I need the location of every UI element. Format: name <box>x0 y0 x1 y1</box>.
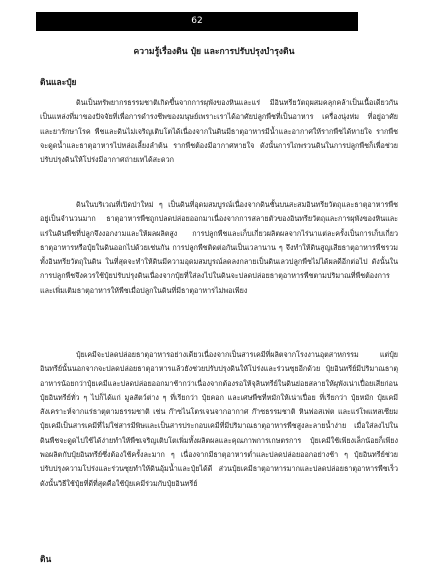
paragraph-2: ดินในบริเวณที่เปิดป่าใหม่ ๆ เป็นดินที่อุดมสมบูรณ์เนื่องจากดินชั้นบนสะสมอินทรียวัตถุและธาตุอาหารพืชอยู่เป็นจำนวนมาก ธาตุอาหารพืชถูกปลดปล่อยออกมาเนื่องจากการสลายตัวของอินทรียวัตถุและการผุพังของหินและแร่ในดินพืชที่ปลูกจึงงอกงามและให้ผลผลิตสูง การปลูกพืชและเก็บเกี่ยวผลิตผลจากไร่นาแต่ละครั้งเป็นการเก็บเกี่ยวธาตุอาหารหรือปุ๋ยในดินออกไปด้วยเช่นกัน การปลูกพืชติดต่อกันเป็นเวลานาน ๆ จึงทำให้ดินสูญเสียธาตุอาหารพืชรวมทั้งอินทรียวัตถุในดิน ในที่สุดจะทำให้ดินมีความอุดมสมบูรณ์ลดลงกลายเป็นดินเลวปลูกพืชไม่ได้ผลดีอีกต่อไป ดังนั้นในการปลูกพืชจึงควรใช้ปุ๋ยปรับปรุงดินเนื่องจากปุ๋ยที่ใส่ลงไปในดินจะปลดปล่อยธาตุอาหารพืชตามปริมาณที่พืชต้องการและเพิ่มเติมธาตุอาหารให้พืชเมื่อปลูกในดินที่มีธาตุอาหารไม่พอเพียง <box>40 200 398 295</box>
page-title: ความรู้เรื่องดิน ปุ๋ย และการปรับปรุงบำรุงดิน <box>133 47 295 57</box>
page-number-bar <box>36 12 358 31</box>
paragraph-1: ดินเป็นทรัพยากรธรรมชาติเกิดขึ้นจากการผุพังของหินและแร่ มีอินทรียวัตถุผสมคลุกคล้าเป็นเนื้อเดียวกันเป็นแหล่งที่มาของปัจจัยที่เพื่อการดำรงชีพของมนุษย์เพราะเราได้อาศัยปลูกพืชที่เป็นอาหาร เครื่องนุ่งห่ม ที่อยู่อาศัย และยารักษาโรค พืชและดินไม่เจริญเติบโตได้เนื่องจากในดินมีธาตุอาหารมีน้ำและอากาศให้รากพืชได้หายใจ รากพืชจะดูดน้ำและธาตุอาหารไปหล่อเลี้ยงลำต้น รากพืชต้องมีอากาศหายใจ ดังนั้นการไถพรวนดินในการปลูกพืชก็เพื่อช่วยปรับปรุงดินให้โปร่งมีอากาศถ่ายเทได้สะดวก <box>40 98 398 165</box>
paragraph-3: ปุ๋ยเคมีจะปลดปล่อยธาตุอาหารอย่างเดียวเนื่องจากเป็นสารเคมีที่ผลิตจากโรงงานอุตสาหกรรม แต่ปุ๋ยอินทรีย์นั้นนอกจากจะปลดปล่อยธาตุอาหารแล้วยังช่วยปรับปรุงดินให้โปร่งและร่วนซุยอีกด้วย ปุ๋ยอินทรีย์มีปริมาณธาตุอาหารน้อยกว่าปุ๋ยเคมีและปลดปล่อยออกมาช้ากว่าเนื่องจากต้องรอให้จุลินทรีย์ในดินย่อยสลายให้ผุพังเน่าเปื่อยเสียก่อน ปุ๋ยอินทรีย์ทั่ว ๆ ไปก็ได้แก่ มูลสัตว์ต่าง ๆ ที่เรียกว่า ปุ๋ยคอก และเศษพืชที่หมักให้เน่าเปื่อย ที่เรียกว่า ปุ๋ยหมัก ปุ๋ยเคมีสังเคราะห์จากแร่ธาตุตามธรรมชาติ เช่น ก๊าซไนโตรเจนจากอากาศ ก๊าซธรรมชาติ หินฟอสเฟต และแร่โพแทสเซียม ปุ๋ยเคมีเป็นสารเคมีที่ไม่ใช่สารมีพิษและเป็นสารประกอบเคมีที่มีปริมาณธาตุอาหารพืชสูงละลายน้ำง่าย เมื่อใส่ลงไปในดินพืชจะดูดไปใช้ได้ง่ายทำให้พืชเจริญเติบโตเพิ่มทั้งผลิตผลและคุณภาพการเกษตรการ ปุ๋ยเคมีใช้เพียงเล็กน้อยก็เพียงพอผลิตกับปุ๋ยอินทรีย์ซึ่งต้องใช้ครั้งละมาก ๆ เนื่องจากมีธาตุอาหารต่ำและปลดปล่อยออกอย่างช้า ๆ ปุ๋ยอินทรีย์ช่วยปรับปรุงความโปร่งและร่วนซุยทำให้ดินอุ้มน้ำและปุ๋ยได้ดี ส่วนปุ๋ยเคมีธาตุอาหารมากและปลดปล่อยธาตุอาหารพืชเร็ว ดังนั้นวิธีใช้ปุ๋ยที่ดีที่สุดคือใช้ปุ๋ยเคมีร่วมกับปุ๋ยอินทรีย์ <box>40 350 398 488</box>
page-number: 62 <box>191 16 203 26</box>
section-heading-soil: ดิน <box>40 554 52 564</box>
section-heading-soil-and-fertilizer: ดินและปุ๋ย <box>40 77 77 87</box>
